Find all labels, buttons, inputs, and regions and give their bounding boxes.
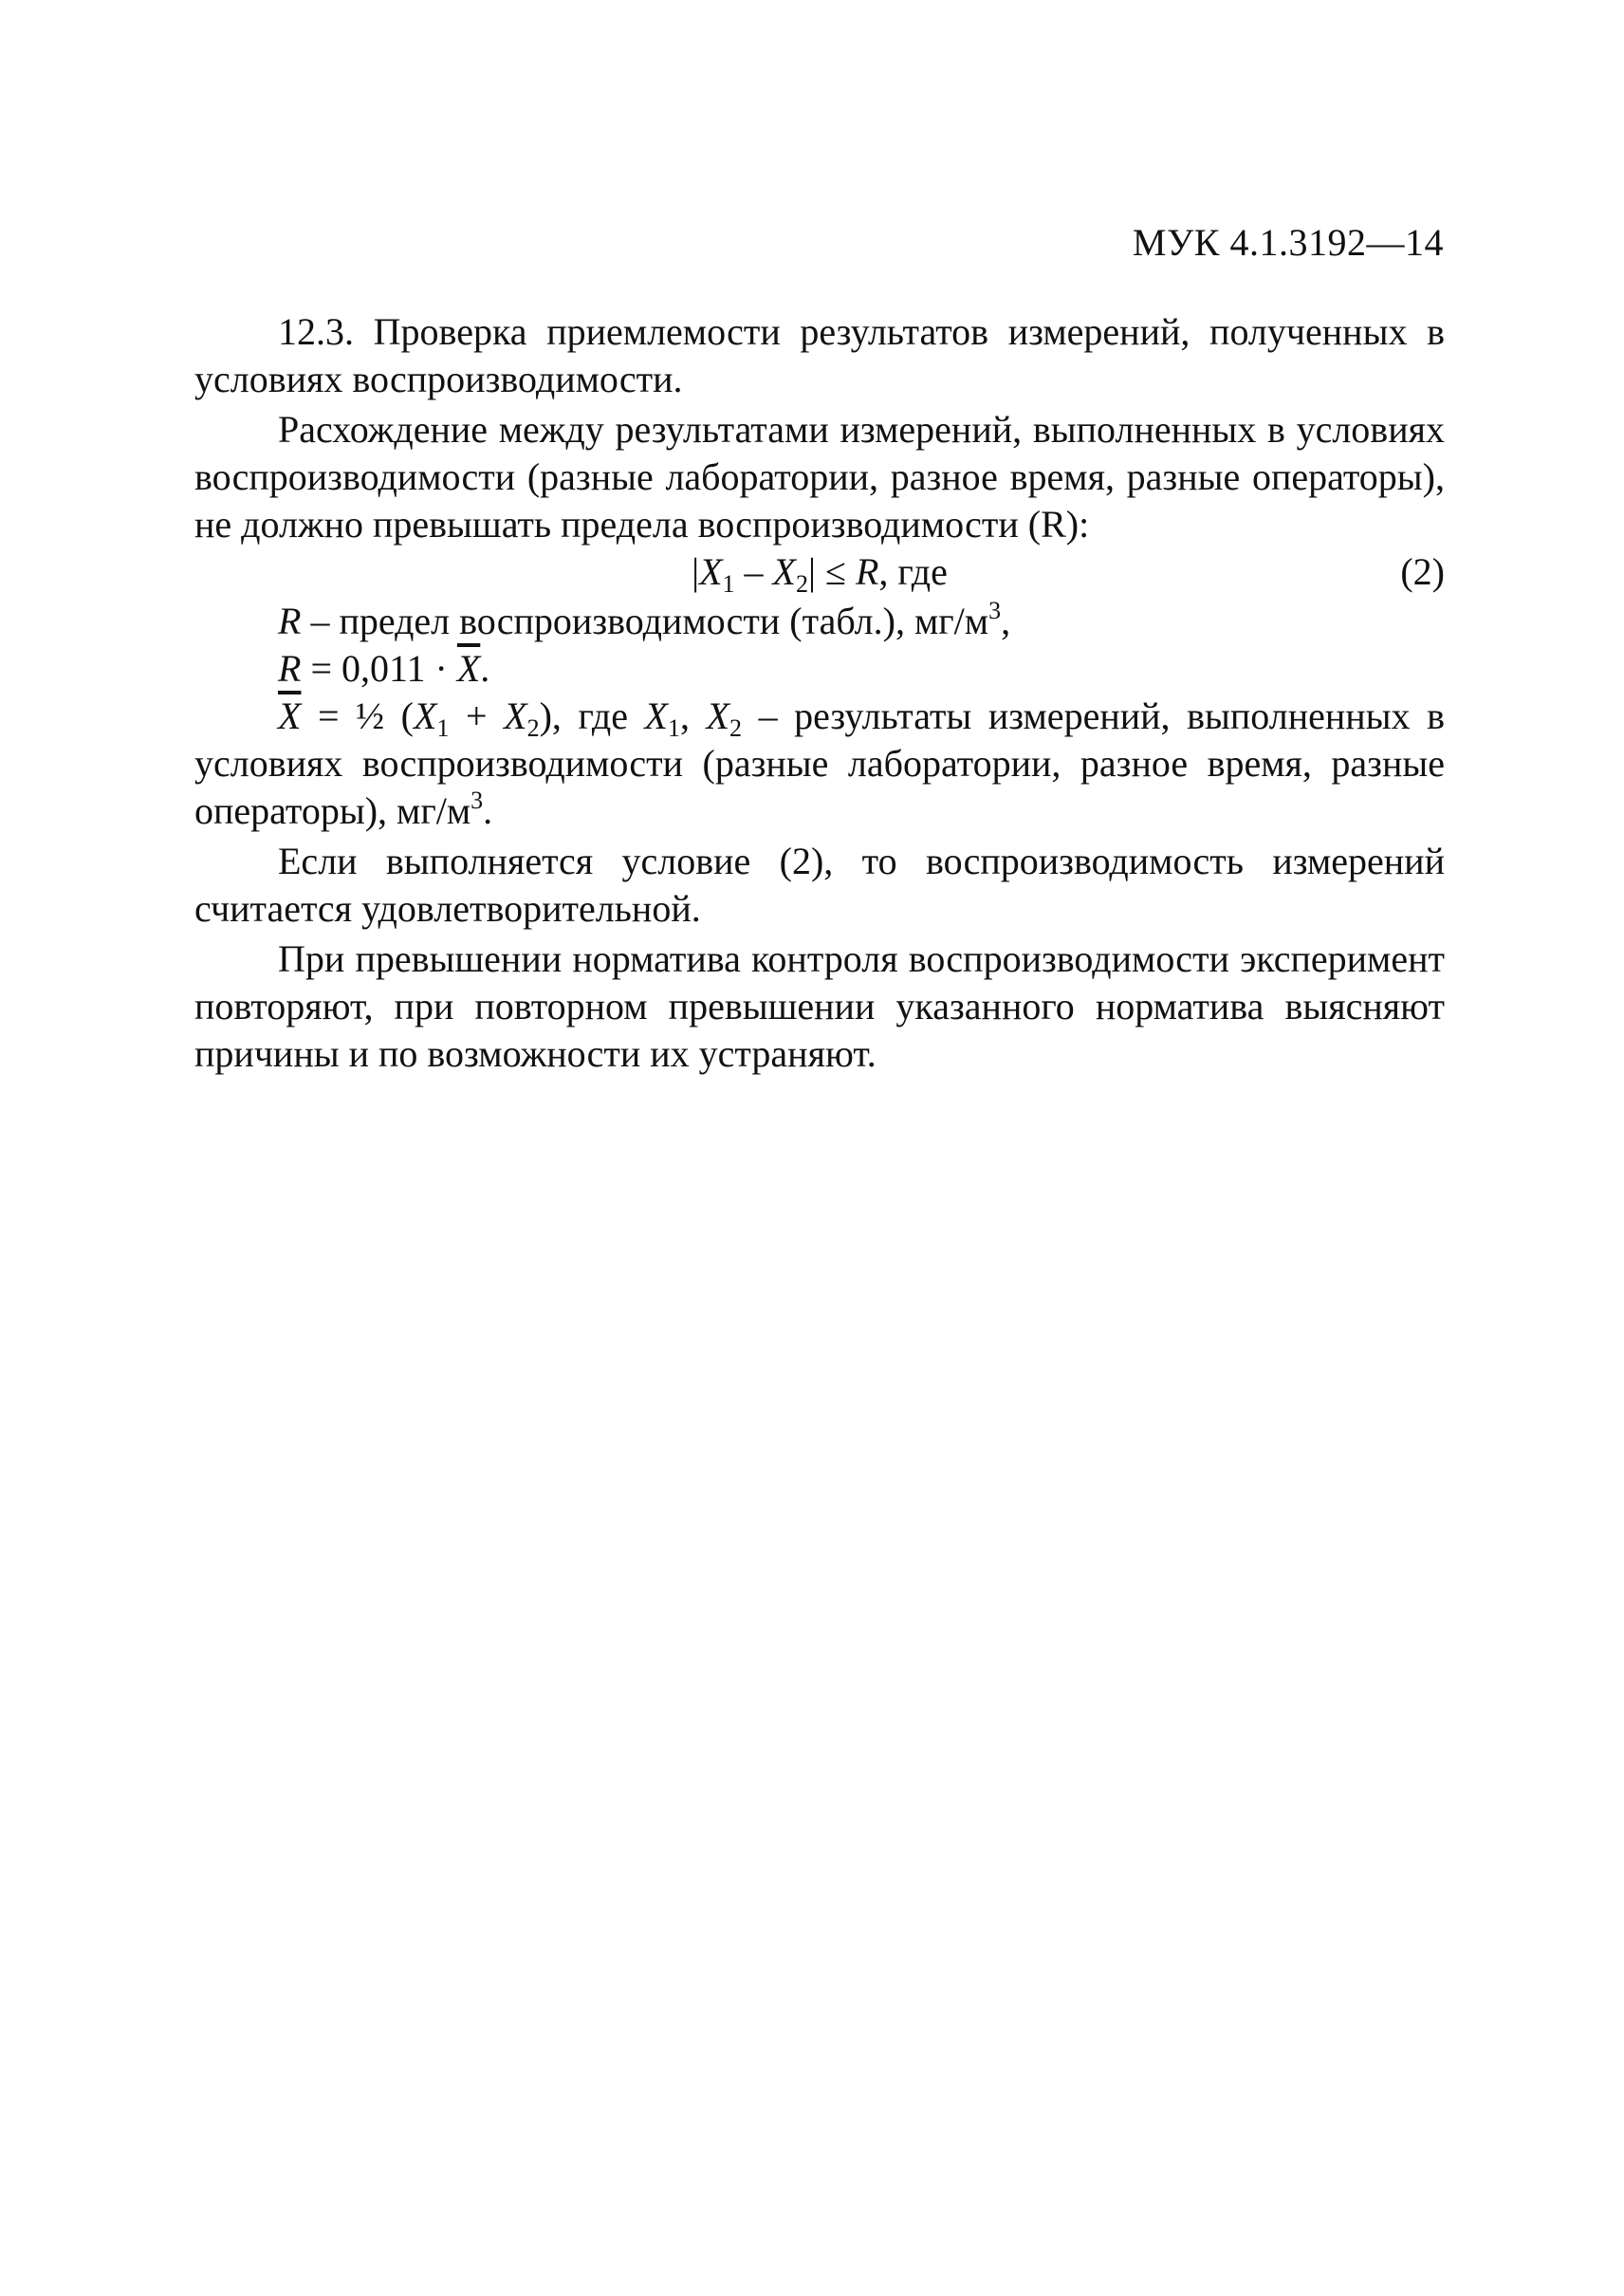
final-paragraph: При превышении норматива контроля воспроизводимости эксперимент повторяют, при повторном превышении указанного норматива выясняют причины и по возможности их устраняют.: [194, 937, 1445, 1075]
intro-text: Расхождение между результатами измерений, выполненных в условиях воспроизводимости (разные лаборатории, разное время, разные операторы), не должно превышать предела воспроизводимости (R):: [194, 408, 1445, 546]
r-definition: R – предел воспроизводимости (табл.), $мг/м^3$,: [278, 597, 1011, 642]
section-body: [194, 308, 1445, 1078]
document-code: МУК 4.1.3192—14: [1132, 221, 1444, 264]
r-equation: $R = 0,011 \cdot \overline{X}$.: [278, 647, 490, 690]
formula-number: (2): [1400, 550, 1445, 593]
formula-expression: $|X_1 - X_2| \le R$, где: [692, 550, 948, 598]
section-heading-paragraph: 12.3. Проверка приемлемости результатов измерений, полученных в условиях воспроизводимости.: [194, 310, 1445, 400]
condition-paragraph: Если выполняется условие (2), то воспроизводимость измерений считается удовлетворительной.: [194, 840, 1445, 930]
xbar-definition: $\overline{X}$ = ½ $(X_1 + X_2)$, где $X_1$, $X_2$ – результаты измерений, выполненных в условиях воспроизводимости (разные лаборатории, разное время, разные операторы), $мг/м^3$.: [194, 694, 1446, 832]
intro-paragraph: [194, 406, 1445, 548]
formula-2: [194, 548, 1445, 598]
